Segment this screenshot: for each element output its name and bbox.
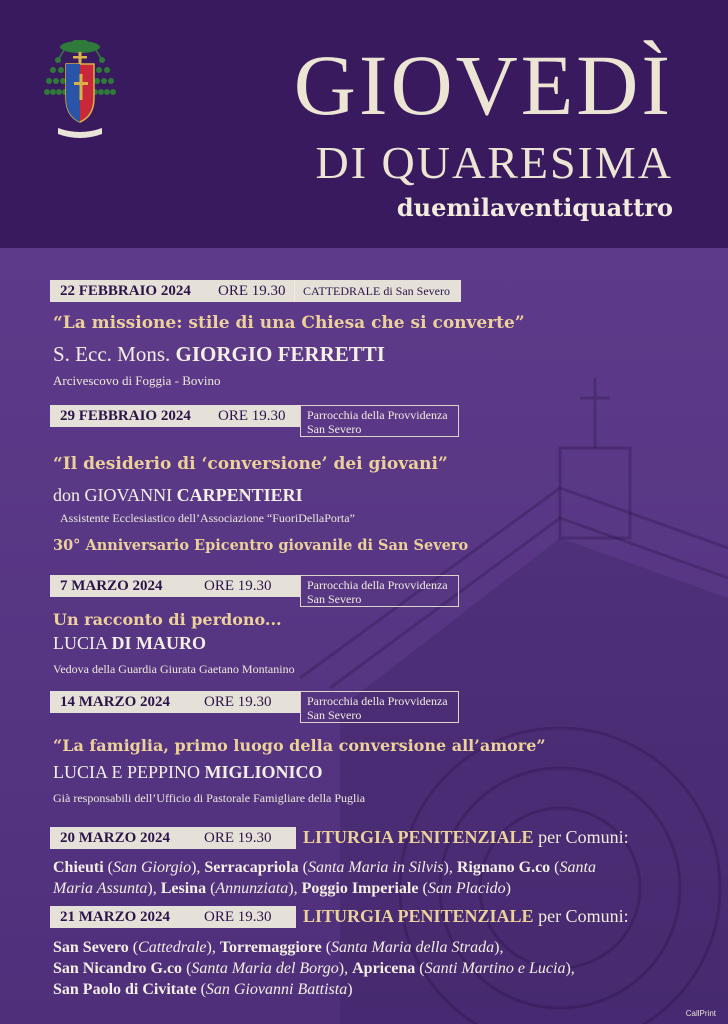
list-item: Chieuti (San Giorgio), Serracapriola (Santa Maria in Silvis), Rignano G.co (Santa [53, 859, 596, 876]
event-venue-box [300, 405, 459, 437]
list-item: Maria Assunta), Lesina (Annunziata), Poggio Imperiale (San Placido) [53, 880, 511, 897]
event-theme: “Il desiderio di ‘conversione’ dei giovani” [53, 454, 448, 474]
list-item: San Nicandro G.co (Santa Maria del Borgo), Apricena (Santi Martino e Lucia), [53, 960, 575, 977]
liturgy-suffix: per Comuni: [533, 906, 629, 926]
event-time: ORE 19.30 [204, 909, 272, 925]
year-label: duemilaventiquattro [396, 193, 673, 222]
event-date-band [50, 280, 461, 302]
liturgy-title: LITURGIA PENITENZIALE [303, 827, 534, 847]
speaker-name: DI MAURO [111, 633, 206, 653]
event-speaker [53, 633, 206, 654]
printer-credit: CallPrint [685, 1009, 716, 1018]
event-date-band [50, 405, 300, 427]
episcopal-coat-of-arms-icon [44, 38, 116, 142]
event-date-band [50, 575, 300, 597]
event-date: 22 FEBBRAIO 2024 [60, 283, 191, 299]
venue-town: San Severo [307, 422, 362, 436]
event-theme: “La famiglia, primo luogo della conversione all’amore” [53, 736, 546, 755]
event-date-band [50, 691, 300, 713]
event-date-band [50, 827, 296, 849]
event-venue-box [300, 691, 459, 723]
event-date: 29 FEBBRAIO 2024 [60, 408, 191, 424]
list-item: San Paolo di Civitate (San Giovanni Battista) [53, 981, 353, 998]
speaker-name: GIORGIO FERRETTI [175, 342, 385, 366]
venue-town: San Severo [307, 708, 362, 722]
event-date: 7 MARZO 2024 [60, 578, 163, 594]
speaker-role: Vedova della Guardia Giurata Gaetano Montanino [53, 662, 295, 676]
event-speaker [53, 485, 303, 506]
event-date-band [50, 906, 296, 928]
venue-town: di San Severo [383, 284, 450, 298]
liturgy-suffix: per Comuni: [533, 827, 629, 847]
speaker-title: LUCIA [53, 633, 112, 653]
event-time: ORE 19.30 [218, 283, 286, 299]
event-speaker [53, 762, 323, 783]
venue-name: CATTEDRALE [303, 284, 381, 298]
event-theme: “La missione: stile di una Chiesa che si converte” [53, 313, 525, 333]
speaker-role: Arcivescovo di Foggia - Bovino [53, 373, 221, 388]
speaker-title: LUCIA E PEPPINO [53, 762, 205, 782]
venue-name: Parrocchia della Provvidenza [307, 578, 448, 592]
speaker-title: don GIOVANNI [53, 485, 177, 505]
event-venue [294, 280, 450, 302]
page-title: GIOVEDÌ [293, 37, 673, 133]
event-speaker [53, 342, 385, 367]
speaker-role: Assistente Ecclesiastico dell’Associazione “FuoriDellaPorta” [60, 511, 355, 525]
event-time: ORE 19.30 [204, 830, 272, 846]
venue-town: San Severo [307, 592, 362, 606]
event-date: 14 MARZO 2024 [60, 694, 170, 710]
speaker-name: CARPENTIERI [176, 485, 303, 505]
venue-name: Parrocchia della Provvidenza [307, 694, 448, 708]
page-subtitle: DI QUARESIMA [315, 137, 673, 188]
speaker-title: S. Ecc. Mons. [53, 342, 176, 366]
event-venue-box [300, 575, 459, 607]
liturgy-heading [303, 827, 629, 848]
event-time: ORE 19.30 [204, 578, 272, 594]
anniversary-note: 30° Anniversario Epicentro giovanile di San Severo [53, 537, 469, 554]
event-time: ORE 19.30 [204, 694, 272, 710]
speaker-name: MIGLIONICO [204, 762, 323, 782]
event-time: ORE 19.30 [218, 408, 286, 424]
parish-list [53, 857, 596, 899]
event-date: 20 MARZO 2024 [60, 830, 170, 846]
list-item: San Severo (Cattedrale), Torremaggiore (Santa Maria della Strada), [53, 939, 504, 956]
event-theme: Un racconto di perdono... [53, 610, 282, 629]
liturgy-title: LITURGIA PENITENZIALE [303, 906, 534, 926]
parish-list [53, 937, 575, 1000]
liturgy-heading [303, 906, 629, 927]
speaker-role: Già responsabili dell’Ufficio di Pastorale Famigliare della Puglia [53, 791, 366, 805]
venue-name: Parrocchia della Provvidenza [307, 408, 448, 422]
event-date: 21 MARZO 2024 [60, 909, 170, 925]
